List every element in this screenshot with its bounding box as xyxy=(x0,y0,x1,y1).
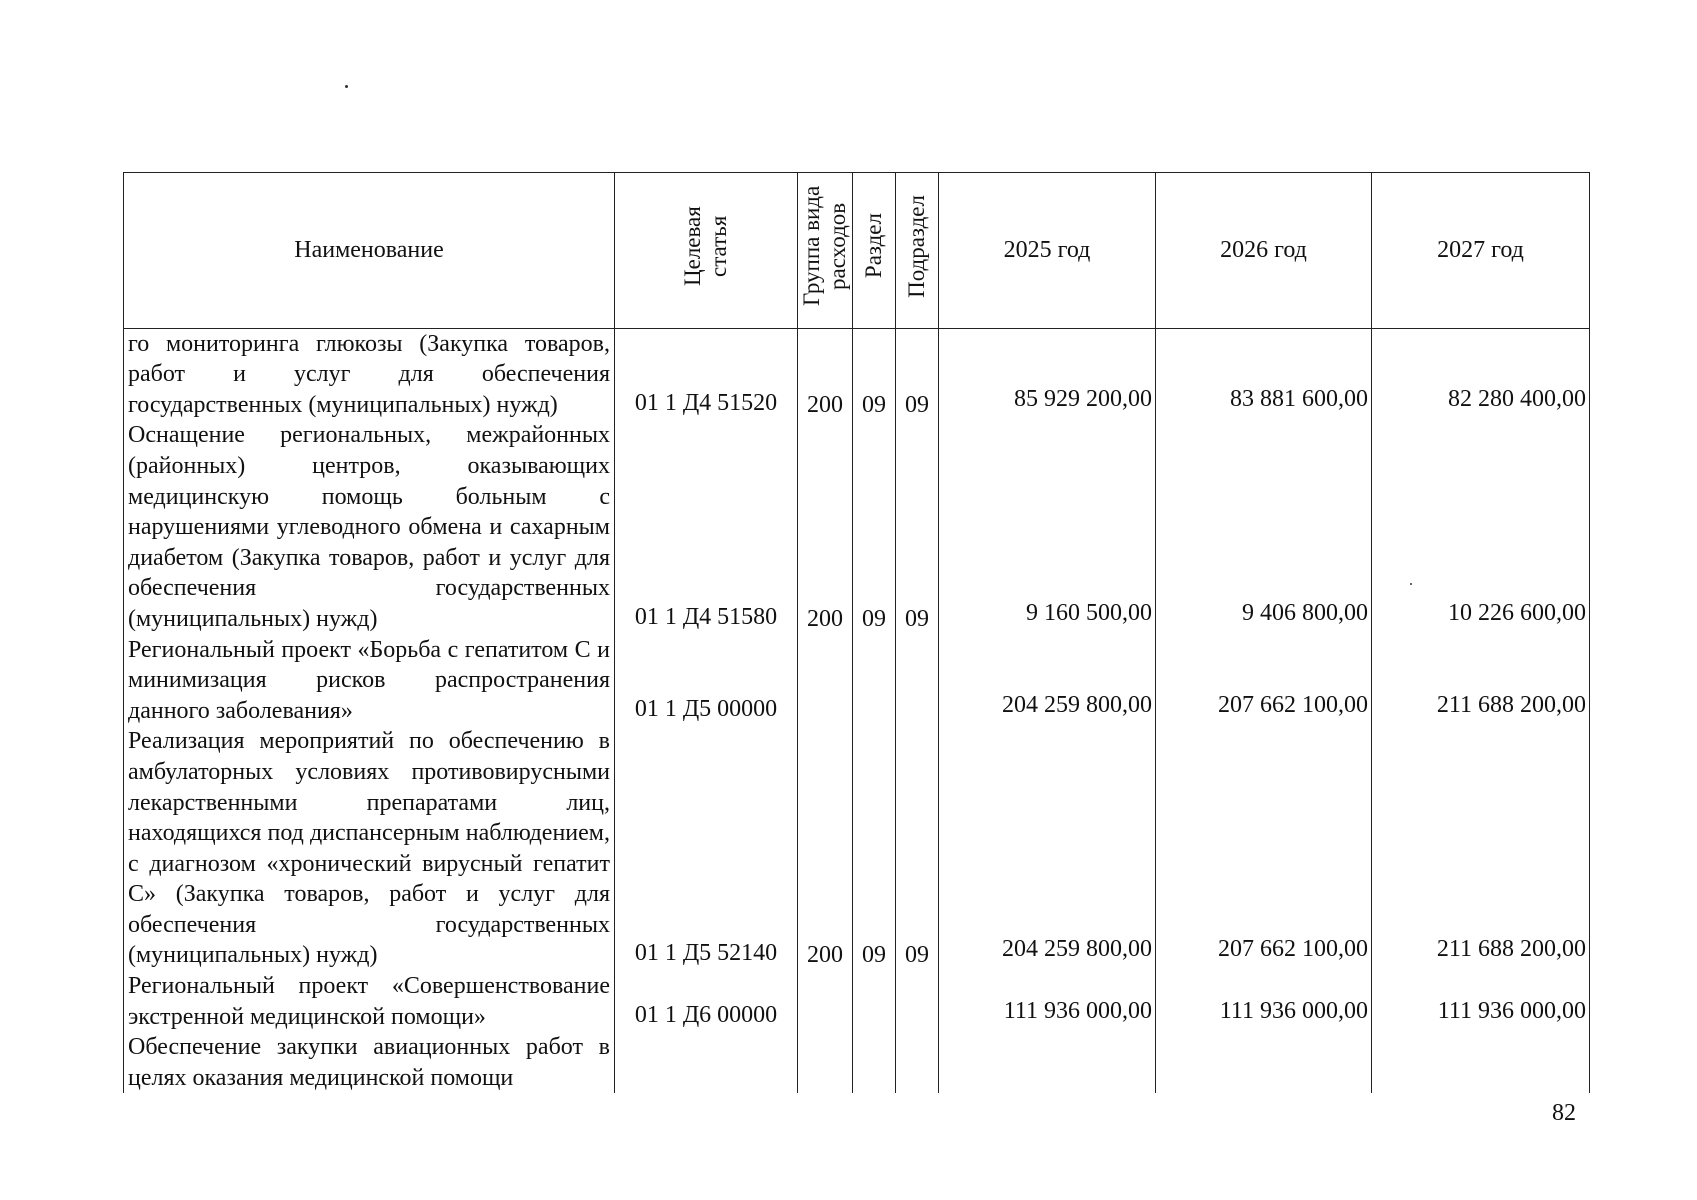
budget-table xyxy=(123,172,1590,1093)
row-code: 01 1 Д4 51520 xyxy=(615,328,798,420)
row-name: Реализация мероприятий по обеспечению в амбулаторных условиях противовирусными лекарственными препаратами лиц, находящихся под диспансерным наблюдением, с диагнозом «хронический вирусный гепатит С» (Закупка товаров, работ и услуг для обеспечения государственных (муниципальных) нужд) xyxy=(124,726,615,971)
row-2026: 207 662 100,00 xyxy=(1156,726,1372,971)
row-2025 xyxy=(939,1032,1156,1093)
row-subsection xyxy=(896,635,939,727)
header-subsection xyxy=(896,173,939,329)
row-name: Региональный проект «Борьба с гепатитом С и минимизация рисков распространения данного заболевания» xyxy=(124,635,615,727)
row-subsection xyxy=(896,1032,939,1093)
row-group: 200 xyxy=(798,726,853,971)
row-name: Региональный проект «Совершенствование экстренной медицинской помощи» xyxy=(124,971,615,1032)
header-expense-group xyxy=(798,173,853,329)
row-2025: 111 936 000,00 xyxy=(939,971,1156,1032)
header-2026: 2026 год xyxy=(1156,173,1372,329)
row-section: 09 xyxy=(853,726,896,971)
header-expense-group-label: Группа вида расходов xyxy=(799,185,850,307)
row-code: 01 1 Д5 00000 xyxy=(615,635,798,727)
row-2027: 211 688 200,00 xyxy=(1372,726,1590,971)
table-row xyxy=(124,420,1590,634)
row-2025: 204 259 800,00 xyxy=(939,726,1156,971)
row-group: 200 xyxy=(798,328,853,420)
row-2027 xyxy=(1372,1032,1590,1093)
row-2026: 207 662 100,00 xyxy=(1156,635,1372,727)
table-row xyxy=(124,635,1590,727)
row-code xyxy=(615,1032,798,1093)
row-2026: 111 936 000,00 xyxy=(1156,971,1372,1032)
header-section-label: Раздел xyxy=(861,213,886,279)
row-2025: 204 259 800,00 xyxy=(939,635,1156,727)
table-row xyxy=(124,1032,1590,1093)
row-section xyxy=(853,1032,896,1093)
row-group xyxy=(798,1032,853,1093)
row-group: 200 xyxy=(798,420,853,634)
header-section xyxy=(853,173,896,329)
row-group xyxy=(798,971,853,1032)
row-2027: 10 226 600,00 xyxy=(1372,420,1590,634)
row-code: 01 1 Д5 52140 xyxy=(615,726,798,971)
table-row xyxy=(124,328,1590,420)
row-2026: 83 881 600,00 xyxy=(1156,328,1372,420)
row-code: 01 1 Д4 51580 xyxy=(615,420,798,634)
header-2025: 2025 год xyxy=(939,173,1156,329)
header-target-article xyxy=(615,173,798,329)
table-header-row xyxy=(124,173,1590,329)
row-name: го мониторинга глюкозы (Закупка товаров, работ и услуг для обеспечения государственных (муниципальных) нужд) xyxy=(124,328,615,420)
header-2027: 2027 год xyxy=(1372,173,1590,329)
row-section: 09 xyxy=(853,328,896,420)
row-subsection: 09 xyxy=(896,726,939,971)
row-2027: 111 936 000,00 xyxy=(1372,971,1590,1032)
row-subsection: 09 xyxy=(896,420,939,634)
row-code: 01 1 Д6 00000 xyxy=(615,971,798,1032)
row-2026 xyxy=(1156,1032,1372,1093)
table-row xyxy=(124,971,1590,1032)
row-subsection xyxy=(896,971,939,1032)
row-2027: 211 688 200,00 xyxy=(1372,635,1590,727)
row-subsection: 09 xyxy=(896,328,939,420)
header-target-article-label: Целевая статья xyxy=(680,206,731,286)
row-2025: 85 929 200,00 xyxy=(939,328,1156,420)
row-name: Обеспечение закупки авиационных работ в целях оказания медицинской помощи xyxy=(124,1032,615,1093)
row-section xyxy=(853,971,896,1032)
row-2027: 82 280 400,00 xyxy=(1372,328,1590,420)
row-section xyxy=(853,635,896,727)
header-name: Наименование xyxy=(124,173,615,329)
header-subsection-label: Подраздел xyxy=(904,194,929,298)
row-name: Оснащение региональных, межрайонных (районных) центров, оказывающих медицинскую помощь больным с нарушениями углеводного обмена и сахарным диабетом (Закупка товаров, работ и услуг для обеспечения государственных (муниципальных) нужд) xyxy=(124,420,615,634)
row-section: 09 xyxy=(853,420,896,634)
row-group xyxy=(798,635,853,727)
scan-speck xyxy=(345,85,348,88)
row-2025: 9 160 500,00 xyxy=(939,420,1156,634)
page-number: 82 xyxy=(1552,1100,1576,1126)
row-2026: 9 406 800,00 xyxy=(1156,420,1372,634)
table-row xyxy=(124,726,1590,971)
